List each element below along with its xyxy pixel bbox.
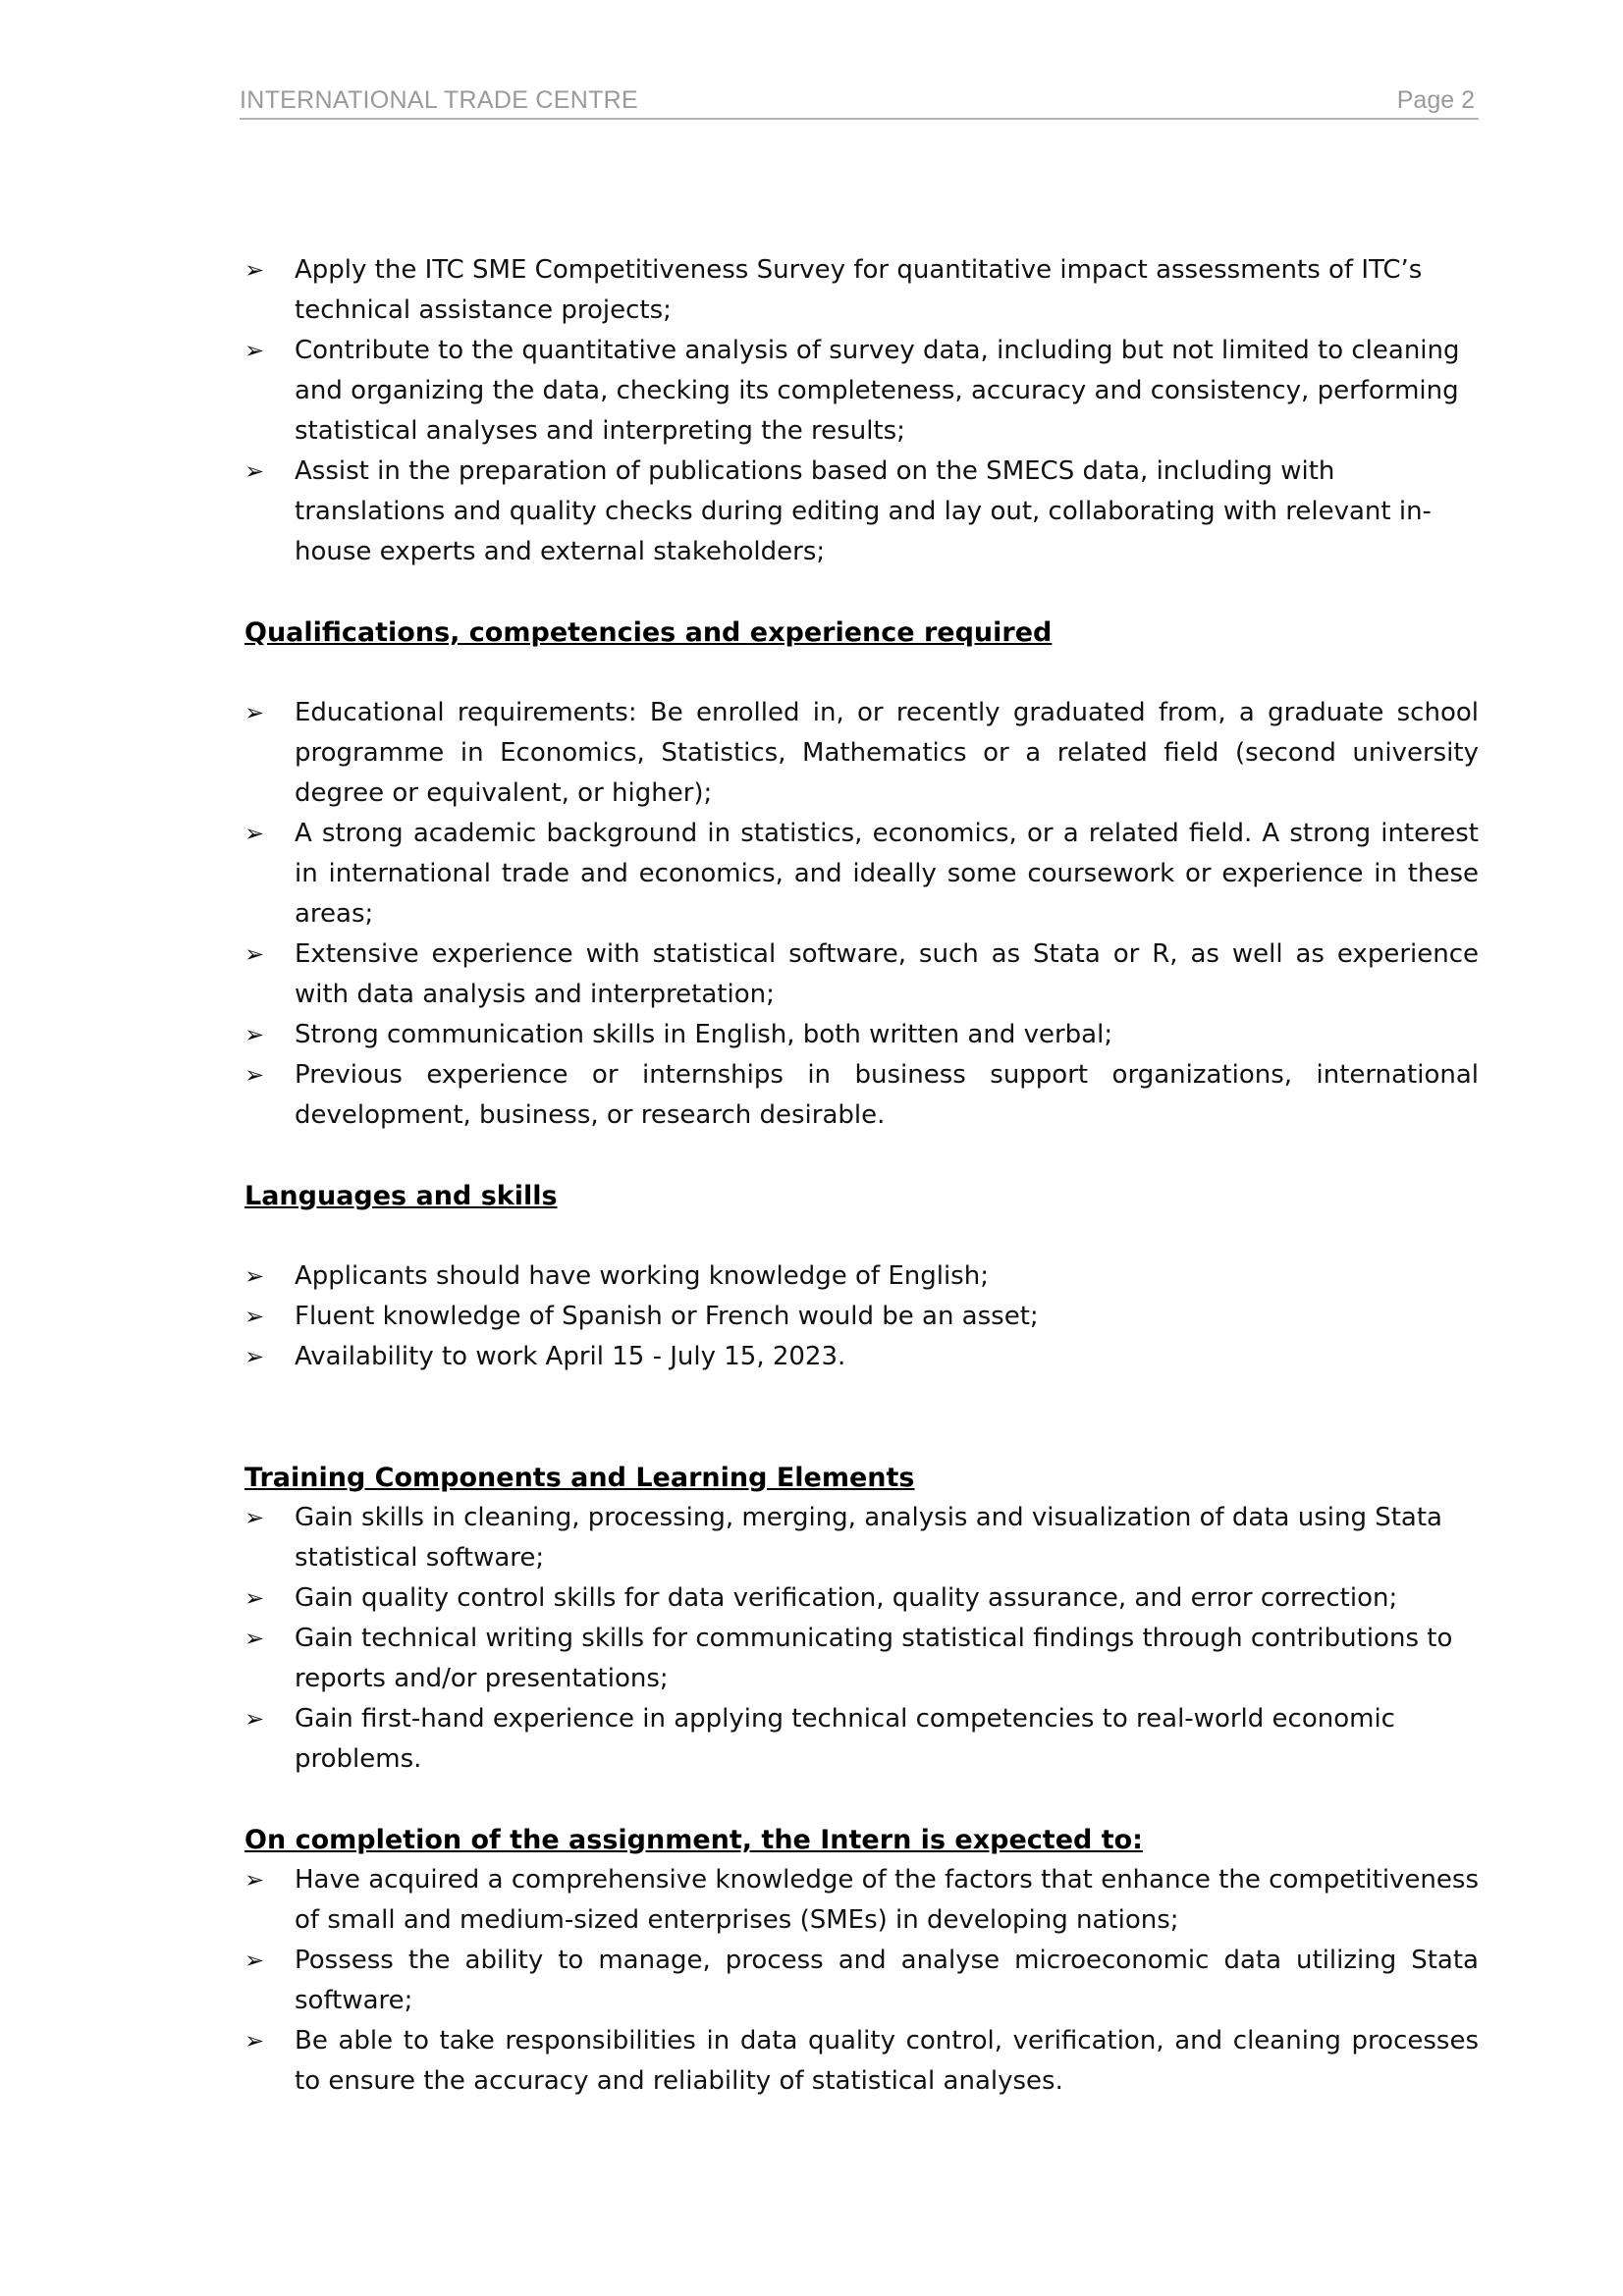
list-item: ➢ Gain skills in cleaning, processing, merging, analysis and visualization of data using Stata statistical software; [244, 1498, 1479, 1578]
page-header [240, 84, 1479, 120]
list-item: ➢ Gain technical writing skills for communicating statistical findings through contributions to reports and/or presentations; [244, 1619, 1479, 1699]
list-item: ➢ Extensive experience with statistical software, such as Stata or R, as well as experience with data analysis and interpretation; [244, 934, 1479, 1015]
arrow-bullet-icon: ➢ [244, 1061, 265, 1089]
completion-heading: On completion of the assignment, the Intern is expected to: [244, 1825, 1143, 1855]
qualifications-list [244, 693, 1479, 1136]
completion-list [244, 1860, 1479, 2102]
list-item: ➢ Fluent knowledge of Spanish or French would be an asset; [244, 1297, 1479, 1337]
arrow-bullet-icon: ➢ [244, 699, 265, 726]
list-item: ➢ Be able to take responsibilities in data quality control, verification, and cleaning processes to ensure the accuracy and reliability of statistical analyses. [244, 2021, 1479, 2102]
arrow-bullet-icon: ➢ [244, 2027, 265, 2055]
training-list [244, 1498, 1479, 1780]
list-item: ➢ Previous experience or internships in business support organizations, international development, business, or research desirable. [244, 1055, 1479, 1136]
organization-name: INTERNATIONAL TRADE CENTRE [240, 86, 638, 114]
page-number: Page 2 [1396, 86, 1475, 114]
list-item: ➢ Availability to work April 15 - July 15, 2023. [244, 1337, 1479, 1377]
arrow-bullet-icon: ➢ [244, 337, 265, 364]
arrow-bullet-icon: ➢ [244, 1625, 265, 1652]
list-item: ➢ Possess the ability to manage, process and analyse microeconomic data utilizing Stata software; [244, 1941, 1479, 2021]
list-item: ➢ Applicants should have working knowledge of English; [244, 1256, 1479, 1297]
list-item: ➢ Gain first-hand experience in applying technical competencies to real-world economic problems. [244, 1699, 1479, 1780]
arrow-bullet-icon: ➢ [244, 1584, 265, 1612]
arrow-bullet-icon: ➢ [244, 1303, 265, 1330]
arrow-bullet-icon: ➢ [244, 1021, 265, 1048]
languages-list [244, 1256, 1479, 1377]
list-item: ➢ A strong academic background in statistics, economics, or a related field. A strong interest in international trade and economics, and ideally some coursework or experience in these areas; [244, 814, 1479, 934]
list-item: ➢ Assist in the preparation of publications based on the SMECS data, including with translations and quality checks during editing and lay out, collaborating with relevant in-house experts and external stakeholders; [244, 452, 1479, 572]
languages-heading: Languages and skills [244, 1181, 558, 1211]
responsibilities-list [244, 250, 1479, 572]
arrow-bullet-icon: ➢ [244, 940, 265, 968]
arrow-bullet-icon: ➢ [244, 1343, 265, 1370]
arrow-bullet-icon: ➢ [244, 1705, 265, 1733]
arrow-bullet-icon: ➢ [244, 1262, 265, 1290]
document-body [244, 250, 1479, 2102]
arrow-bullet-icon: ➢ [244, 1947, 265, 1974]
arrow-bullet-icon: ➢ [244, 820, 265, 847]
arrow-bullet-icon: ➢ [244, 457, 265, 485]
list-item: ➢ Apply the ITC SME Competitiveness Survey for quantitative impact assessments of ITC’s technical assistance projects; [244, 250, 1479, 331]
arrow-bullet-icon: ➢ [244, 1504, 265, 1531]
qualifications-heading: Qualifications, competencies and experience required [244, 617, 1053, 648]
arrow-bullet-icon: ➢ [244, 256, 265, 284]
list-item: ➢ Educational requirements: Be enrolled in, or recently graduated from, a graduate school programme in Economics, Statistics, Mathematics or a related field (second university degree or equivalent, or higher); [244, 693, 1479, 814]
list-item: ➢ Strong communication skills in English, both written and verbal; [244, 1015, 1479, 1055]
training-heading: Training Components and Learning Elements [244, 1463, 915, 1493]
list-item: ➢ Contribute to the quantitative analysis of survey data, including but not limited to cleaning and organizing the data, checking its completeness, accuracy and consistency, performing statistical analyses and interpreting the results; [244, 331, 1479, 452]
list-item: ➢ Have acquired a comprehensive knowledge of the factors that enhance the competitiveness of small and medium-sized enterprises (SMEs) in developing nations; [244, 1860, 1479, 1941]
list-item: ➢ Gain quality control skills for data verification, quality assurance, and error correction; [244, 1578, 1479, 1619]
arrow-bullet-icon: ➢ [244, 1866, 265, 1894]
